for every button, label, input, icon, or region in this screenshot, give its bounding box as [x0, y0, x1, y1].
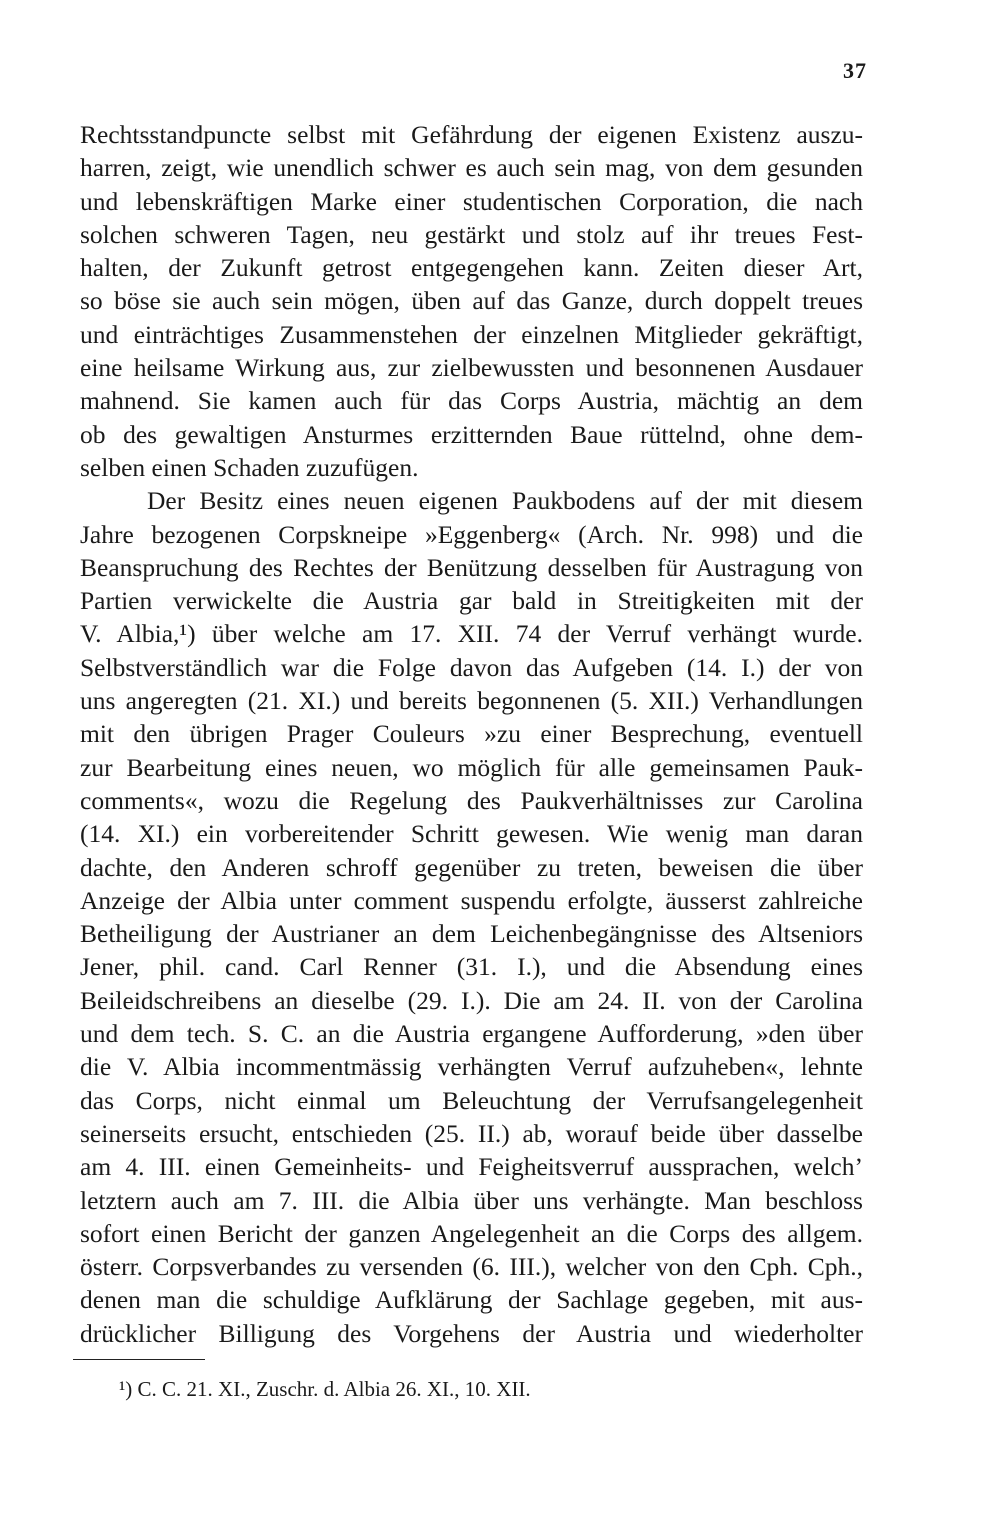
text-line: letztern auch am 7. III. die Albia über uns verhängte. Man beschloss — [80, 1185, 863, 1215]
text-line: österr. Corpsverbandes zu versenden (6. III.), welcher von den Cph. Cph., — [80, 1252, 863, 1282]
text-line: solchen schweren Tagen, neu gestärkt und stolz auf ihr treues Fest- — [80, 219, 863, 249]
text-line: Selbstverständlich war die Folge davon das Aufgeben (14. I.) der von — [80, 652, 863, 682]
text-line: Beanspruchung des Rechtes der Benützung desselben für Austragung von — [80, 552, 863, 582]
text-line: ob des gewaltigen Ansturmes erzitternden Baue rüttelnd, ohne dem- — [80, 419, 863, 449]
text-line: eine heilsame Wirkung aus, zur zielbewussten und besonnenen Ausdauer — [80, 353, 863, 383]
text-line: (14. XI.) ein vorbereitender Schritt gewesen. Wie wenig man daran — [80, 819, 863, 849]
text-line: Beileidschreibens an dieselbe (29. I.). Die am 24. II. von der Carolina — [80, 985, 863, 1015]
text-line: selben einen Schaden zuzufügen. — [80, 452, 419, 482]
text-line: und dem tech. S. C. an die Austria ergangene Aufforderung, »den über — [80, 1019, 863, 1049]
text-line: die V. Albia incommentmässig verhängten Verruf aufzuheben«, lehnte — [80, 1052, 863, 1082]
text-line: und lebenskräftigen Marke einer studentischen Corporation, die nach — [80, 186, 863, 216]
text-line: uns angeregten (21. XI.) und bereits begonnenen (5. XII.) Verhandlungen — [80, 686, 863, 716]
text-line: das Corps, nicht einmal um Beleuchtung der Verrufsangelegenheit — [80, 1085, 863, 1115]
text-line: dachte, den Anderen schroff gegenüber zu treten, beweisen die über — [80, 852, 863, 882]
text-line: Betheiligung der Austrianer an dem Leichenbegängnisse des Altseniors — [80, 919, 863, 949]
page-number: 37 — [843, 58, 867, 83]
text-line: V. Albia,¹) über welche am 17. XII. 74 der Verruf verhängt wurde. — [80, 619, 863, 649]
text-line: denen man die schuldige Aufklärung der Sachlage gegeben, mit aus- — [80, 1285, 863, 1315]
text-line: so böse sie auch sein mögen, üben auf das Ganze, durch doppelt treues — [80, 286, 863, 316]
text-line: und einträchtiges Zusammenstehen der einzelnen Mitglieder gekräftigt, — [80, 319, 863, 349]
text-line: mit den übrigen Prager Couleurs »zu einer Besprechung, eventuell — [80, 719, 863, 749]
text-line: zur Bearbeitung eines neuen, wo möglich für alle gemeinsamen Pauk- — [80, 752, 863, 782]
text-line: Der Besitz eines neuen eigenen Paukbodens auf der mit diesem — [147, 486, 863, 516]
text-line: Jahre bezogenen Corpskneipe »Eggenberg« (Arch. Nr. 998) und die — [80, 519, 863, 549]
text-line: drücklicher Billigung des Vorgehens der Austria und wiederholter — [80, 1318, 863, 1348]
text-line: am 4. III. einen Gemeinheits- und Feigheitsverruf aussprachen, welch’ — [80, 1152, 863, 1182]
text-line: halten, der Zukunft getrost entgegengehen kann. Zeiten dieser Art, — [80, 253, 863, 283]
text-line: Jener, phil. cand. Carl Renner (31. I.), und die Absendung eines — [80, 952, 863, 982]
text-line: mahnend. Sie kamen auch für das Corps Austria, mächtig an dem — [80, 386, 863, 416]
text-line: comments«, wozu die Regelung des Paukverhältnisses zur Carolina — [80, 785, 863, 815]
text-line: harren, zeigt, wie unendlich schwer es auch sein mag, von dem gesunden — [80, 153, 863, 183]
text-line: seinerseits ersucht, entschieden (25. II.) ab, worauf beide über dasselbe — [80, 1118, 863, 1148]
text-line: sofort einen Bericht der ganzen Angelegenheit an die Corps des allgem. — [80, 1218, 863, 1248]
text-line: Rechtsstandpuncte selbst mit Gefährdung der eigenen Existenz auszu- — [80, 120, 863, 149]
text-line: Partien verwickelte die Austria gar bald in Streitigkeiten mit der — [80, 586, 863, 616]
text-line: Anzeige der Albia unter comment suspendu erfolgte, äusserst zahlreiche — [80, 885, 863, 915]
footnote-divider — [73, 1359, 205, 1360]
paragraph-1 — [80, 118, 863, 484]
footnote: ¹) C. C. 21. XI., Zuschr. d. Albia 26. XI., 10. XII. — [119, 1377, 531, 1401]
paragraph-2 — [80, 484, 863, 1350]
body-text — [80, 118, 863, 1350]
